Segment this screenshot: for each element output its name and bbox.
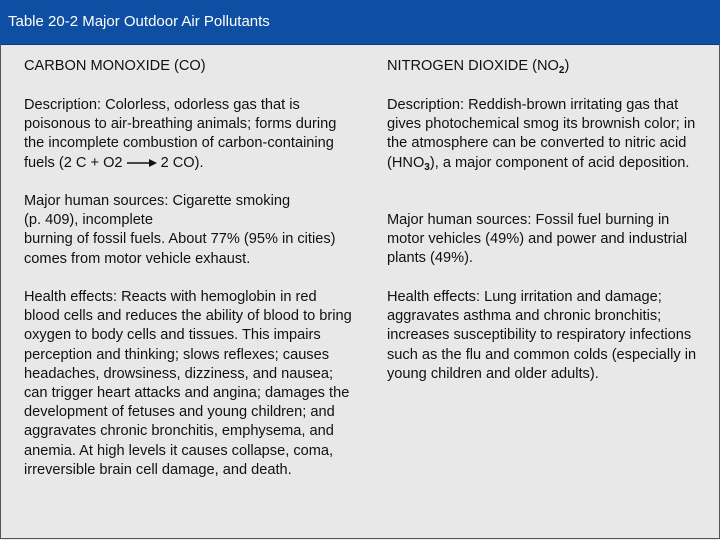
no2-description-subscript: 3 xyxy=(424,161,430,173)
co-sources-line1: Cigarette smoking xyxy=(172,193,291,209)
co-health-text: Reacts with hemoglobin in red blood cells and reduces the ability of blood to bring oxygen to body cells and tissues. This impairs perception and thinking; slows reflexes; causes headaches, drowsiness, dizziness, and nausea; can trigger heart attacks and angina; damages the development of fetuses and young children; and aggravates chronic bronchitis, emphysema, and anemia. At high levels it causes collapse, coma, irreversible brain cell damage, and death. xyxy=(24,289,352,478)
no2-heading-subscript: 2 xyxy=(558,65,565,76)
co-health-label: Health effects: xyxy=(24,289,118,305)
no2-health-label: Health effects: xyxy=(387,289,481,305)
no2-sources-label: Major human sources: xyxy=(387,212,532,228)
no2-health-text: Lung irritation and damage; aggravates asthma and chronic bronchitis; increases susceptibility to respiratory infections such as the flu and common colds (especially in young children and older adults). xyxy=(387,289,697,382)
co-description xyxy=(24,96,354,173)
no2-sources-text: Fossil fuel burning in motor vehicles (49%) and power and industrial plants (49%). xyxy=(387,212,688,267)
co-sources-label: Major human sources: xyxy=(24,193,169,209)
no2-description xyxy=(387,96,707,173)
table-title-bar xyxy=(0,0,720,45)
no2-heading-close: ) xyxy=(564,58,570,74)
table-frame xyxy=(0,44,720,539)
co-sources-line2: (p. 409), incomplete xyxy=(24,212,153,229)
co-health xyxy=(24,288,354,480)
no2-heading-text: NITROGEN DIOXIDE (NO xyxy=(387,58,559,74)
reaction-arrow-icon xyxy=(127,158,157,168)
co-sources xyxy=(24,192,354,269)
co-sources-line3: burning of fossil fuels. About 77% (95% in cities) comes from motor vehicle exhaust. xyxy=(24,231,336,267)
no2-description-label: Description: xyxy=(387,97,465,113)
no2-description-text-end: ), a major component of acid deposition. xyxy=(429,154,690,171)
co-description-label: Description: xyxy=(24,97,102,113)
no2-sources xyxy=(387,211,707,269)
no2-health xyxy=(387,288,707,384)
no2-description-text: Reddish-brown irritating gas that gives photochemical smog its brownish color; in the atmosphere can be converted to nitric acid (HNO xyxy=(387,97,696,171)
no2-heading xyxy=(387,57,707,76)
co-heading: CARBON MONOXIDE (CO) xyxy=(24,58,206,74)
co-description-text: Colorless, odorless gas that is poisonous to air-breathing animals; forms during the incomplete combustion of carbon-containing fuels (2 C + O2 xyxy=(24,97,337,171)
co-description-product: 2 CO). xyxy=(160,154,204,171)
table-title: Table 20-2 Major Outdoor Air Pollutants xyxy=(8,13,270,30)
